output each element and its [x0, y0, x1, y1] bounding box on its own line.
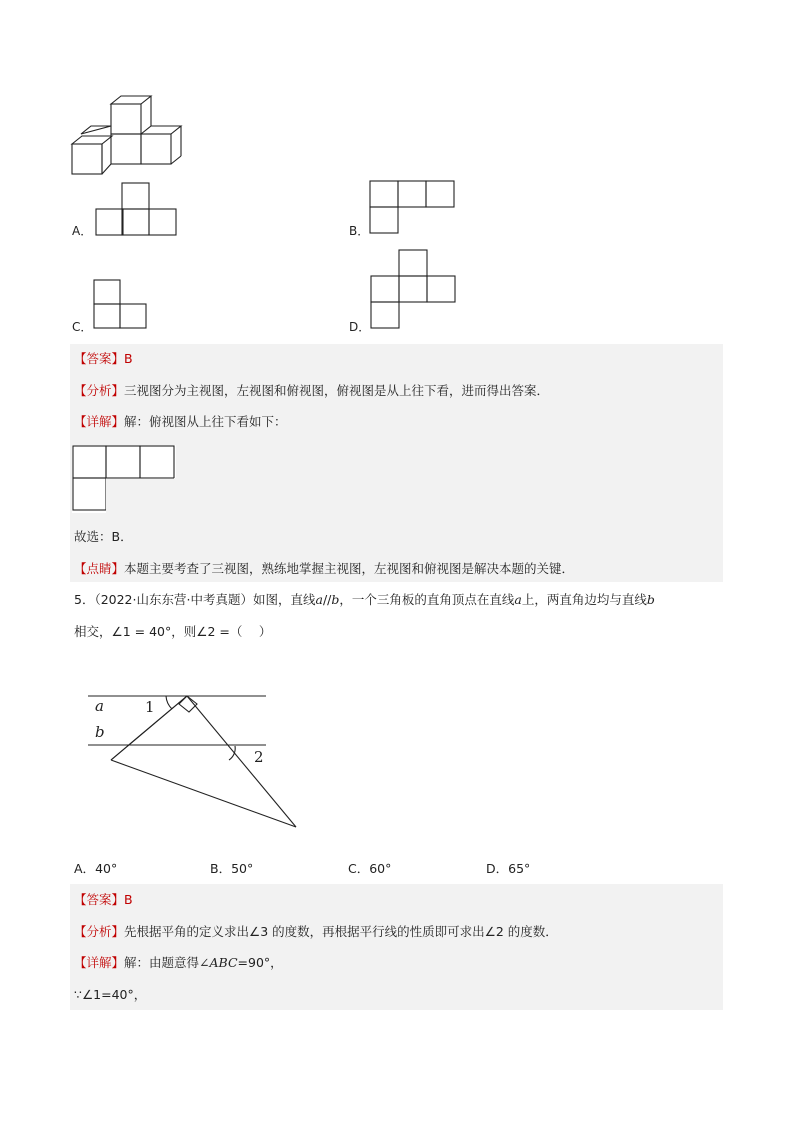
- q4-option-a-figure: [95, 182, 179, 236]
- q4-option-d-figure: [370, 249, 458, 331]
- q5-stem-line1: [74, 590, 655, 610]
- analysis-tag: 【分析】: [74, 924, 125, 939]
- answer-value: B: [124, 892, 133, 907]
- q5-stem-b: ，一个三角板的直角顶点在直线: [339, 592, 515, 607]
- q4-option-b-figure: [369, 180, 455, 236]
- detail-angle: ∠ABC: [199, 955, 238, 970]
- q5-option-d: D．65°: [486, 861, 531, 876]
- q5-var-b: b: [331, 592, 340, 607]
- q5-source: （2022·山东东营·中考真题）: [94, 592, 253, 607]
- q4-option-b-label: B．: [349, 224, 370, 238]
- detail-tag: 【详解】: [74, 955, 125, 970]
- analysis-text: 三视图分为主视图，左视图和俯视图，俯视图是从上往下看，进而得出答案．: [124, 383, 550, 398]
- answer-value: B: [124, 351, 133, 366]
- detail-text-b: =90°，: [237, 955, 283, 970]
- q5-number: 5．: [74, 592, 95, 607]
- detail-text-a: 解：由题意得: [124, 955, 200, 970]
- q5-stem-a: 如图，直线: [252, 592, 316, 607]
- q4-comment-row: [74, 561, 574, 577]
- q5-since-row: ∵∠1=40°，: [74, 987, 147, 1002]
- q5-detail-row: [74, 955, 283, 971]
- q4-top-view-figure: [72, 445, 176, 513]
- q4-detail-row: [74, 414, 287, 430]
- q5-option-b: B．50°: [210, 861, 254, 876]
- q5-stem-line2: 相交，∠1 = 40°，则∠2 =（ ）: [74, 624, 272, 639]
- q4-option-a-label: A．: [72, 224, 93, 238]
- comment-tag: 【点睛】: [74, 561, 125, 576]
- analysis-tag: 【分析】: [74, 383, 125, 398]
- label-angle-2: 2: [254, 748, 264, 766]
- q5-option-a: A．40°: [74, 861, 118, 876]
- q5-var-a: a: [315, 592, 323, 607]
- answer-tag: 【答案】: [74, 892, 125, 907]
- q5-var-a2: a: [514, 592, 522, 607]
- q4-option-c-label: C．: [72, 320, 93, 334]
- q4-option-c-figure: [93, 279, 149, 331]
- q5-stem-c: 上，两直角边均与直线: [521, 592, 647, 607]
- q5-option-c: C．60°: [348, 861, 392, 876]
- q5-answer-row: [74, 892, 133, 908]
- q4-answer-row: [74, 351, 133, 367]
- q5-solution-panel: [70, 884, 723, 1010]
- comment-text: 本题主要考查了三视图，熟练地掌握主视图，左视图和俯视图是解决本题的关键．: [124, 561, 575, 576]
- label-angle-1: 1: [145, 698, 155, 716]
- q5-parallel: //: [322, 592, 332, 607]
- q4-option-d-label: D．: [349, 320, 371, 334]
- analysis-text: 先根据平角的定义求出∠3 的度数，再根据平行线的性质即可求出∠2 的度数．: [124, 924, 558, 939]
- label-a: a: [95, 697, 104, 715]
- q4-analysis-row: [74, 383, 549, 399]
- q5-var-b2: b: [646, 592, 655, 607]
- label-b: b: [95, 723, 105, 741]
- q5-analysis-row: [74, 924, 558, 940]
- detail-text: 解：俯视图从上往下看如下：: [124, 414, 287, 429]
- cube-stack-figure: [70, 94, 185, 178]
- detail-tag: 【详解】: [74, 414, 125, 429]
- answer-tag: 【答案】: [74, 351, 125, 366]
- q4-choice-row: 故选：B．: [74, 529, 133, 544]
- q5-triangle-main: [86, 690, 316, 840]
